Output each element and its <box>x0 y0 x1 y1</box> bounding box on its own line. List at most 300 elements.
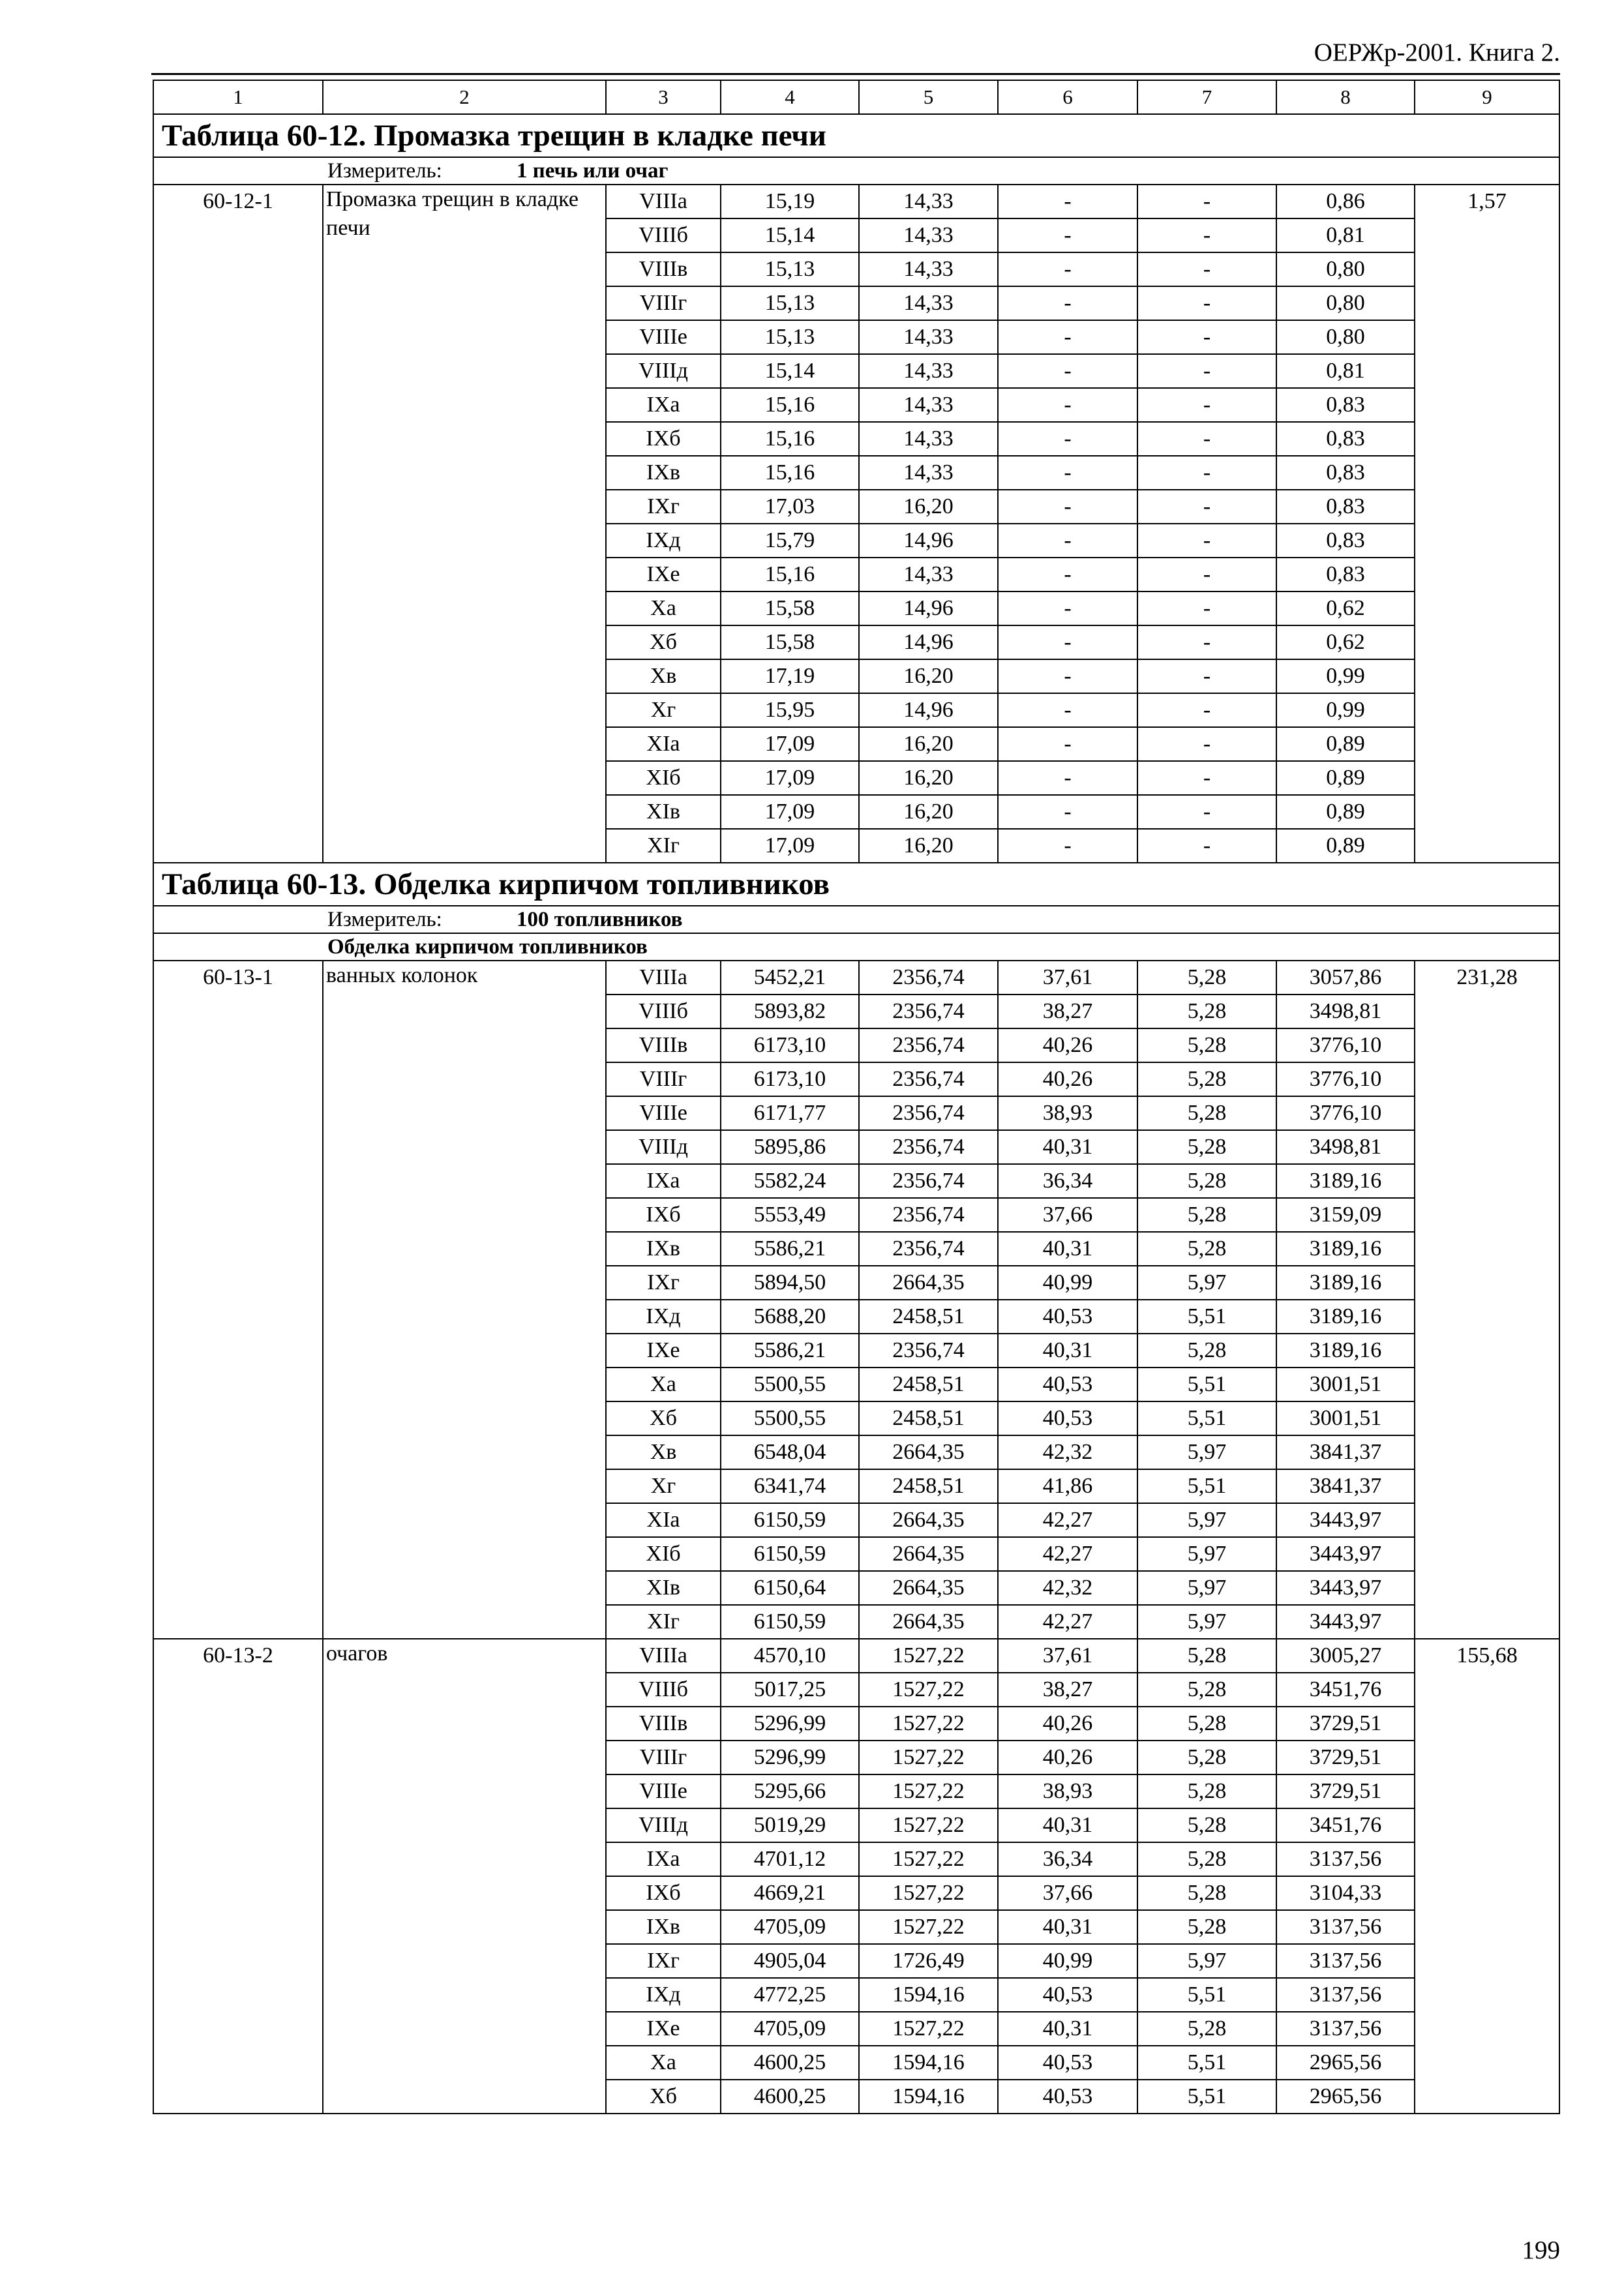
column-number: 6 <box>998 80 1137 114</box>
value-col6: 40,99 <box>998 1944 1137 1978</box>
value-col6: - <box>998 795 1137 829</box>
value-col4: 15,19 <box>721 185 859 218</box>
zone-cell: VIIIв <box>606 252 721 286</box>
value-col8: 0,99 <box>1276 693 1415 727</box>
value-col6: - <box>998 761 1137 795</box>
value-col8: 0,89 <box>1276 761 1415 795</box>
value-col8: 0,83 <box>1276 388 1415 422</box>
value-col6: - <box>998 388 1137 422</box>
value-col8: 3498,81 <box>1276 1130 1415 1164</box>
value-col7: 5,28 <box>1137 1334 1276 1368</box>
value-col7: 5,28 <box>1137 995 1276 1028</box>
table-title-row <box>153 114 1559 157</box>
value-col4: 5553,49 <box>721 1198 859 1232</box>
value-col5: 1527,22 <box>859 1707 998 1741</box>
value-col8: 3729,51 <box>1276 1774 1415 1808</box>
value-col6: - <box>998 558 1137 591</box>
value-col8: 3137,56 <box>1276 1978 1415 2012</box>
value-col8: 0,80 <box>1276 252 1415 286</box>
value-col8: 0,81 <box>1276 354 1415 388</box>
value-col5: 1527,22 <box>859 1910 998 1944</box>
value-col5: 2664,35 <box>859 1503 998 1537</box>
value-col4: 5017,25 <box>721 1673 859 1707</box>
value-col6: - <box>998 422 1137 456</box>
value-col6: - <box>998 524 1137 558</box>
table-title: Таблица 60-12. Промазка трещин в кладке печи <box>153 114 1559 157</box>
value-col7: 5,28 <box>1137 1842 1276 1876</box>
measure-value: 100 топливников <box>517 908 683 931</box>
value-col4: 6548,04 <box>721 1435 859 1469</box>
value-col8: 0,89 <box>1276 795 1415 829</box>
value-col7: - <box>1137 829 1276 863</box>
zone-cell: VIIIб <box>606 218 721 252</box>
zone-cell: Xг <box>606 1469 721 1503</box>
zone-cell: VIIIб <box>606 995 721 1028</box>
table-row <box>153 961 1559 995</box>
value-col6: 40,53 <box>998 1401 1137 1435</box>
value-col4: 4600,25 <box>721 2080 859 2114</box>
value-col6: - <box>998 320 1137 354</box>
value-col4: 15,13 <box>721 252 859 286</box>
value-col6: - <box>998 659 1137 693</box>
value-col4: 4570,10 <box>721 1639 859 1673</box>
value-col6: 37,66 <box>998 1198 1137 1232</box>
zone-cell: IXб <box>606 1876 721 1910</box>
value-col4: 17,19 <box>721 659 859 693</box>
value-col5: 2664,35 <box>859 1605 998 1639</box>
value-col5: 2356,74 <box>859 1334 998 1368</box>
value-col5: 2356,74 <box>859 1062 998 1096</box>
zone-cell: VIIIе <box>606 1096 721 1130</box>
zone-cell: VIIIд <box>606 354 721 388</box>
zone-cell: IXе <box>606 1334 721 1368</box>
value-col4: 5582,24 <box>721 1164 859 1198</box>
value-col6: 41,86 <box>998 1469 1137 1503</box>
column-number: 9 <box>1415 80 1559 114</box>
value-col8: 3137,56 <box>1276 1944 1415 1978</box>
value-col8: 3159,09 <box>1276 1198 1415 1232</box>
value-col7: 5,28 <box>1137 961 1276 995</box>
value-col7: 5,28 <box>1137 1741 1276 1774</box>
zone-cell: VIIIв <box>606 1707 721 1741</box>
value-col7: - <box>1137 185 1276 218</box>
zone-cell: IXд <box>606 1300 721 1334</box>
zone-cell: IXг <box>606 1944 721 1978</box>
value-col6: 40,53 <box>998 1368 1137 1401</box>
value-col8: 3443,97 <box>1276 1537 1415 1571</box>
value-col4: 5894,50 <box>721 1266 859 1300</box>
value-col4: 6341,74 <box>721 1469 859 1503</box>
value-col7: 5,28 <box>1137 1774 1276 1808</box>
value-col7: - <box>1137 218 1276 252</box>
value-col7: - <box>1137 422 1276 456</box>
value-col4: 5688,20 <box>721 1300 859 1334</box>
value-col8: 2965,56 <box>1276 2046 1415 2080</box>
value-col6: 40,53 <box>998 2080 1137 2114</box>
value-col5: 1527,22 <box>859 1673 998 1707</box>
zone-cell: VIIIa <box>606 1639 721 1673</box>
value-col7: 5,51 <box>1137 1368 1276 1401</box>
value-col7: 5,51 <box>1137 2046 1276 2080</box>
value-col4: 4905,04 <box>721 1944 859 1978</box>
value-col4: 15,58 <box>721 591 859 625</box>
value-col4: 5296,99 <box>721 1707 859 1741</box>
zone-cell: IXв <box>606 1910 721 1944</box>
zone-cell: XIг <box>606 1605 721 1639</box>
value-col8: 3001,51 <box>1276 1368 1415 1401</box>
column-number: 3 <box>606 80 721 114</box>
value-col5: 2356,74 <box>859 1096 998 1130</box>
value-col4: 15,79 <box>721 524 859 558</box>
value-col6: - <box>998 218 1137 252</box>
value-col4: 6150,64 <box>721 1571 859 1605</box>
zone-cell: XIб <box>606 1537 721 1571</box>
value-col5: 2458,51 <box>859 1300 998 1334</box>
value-col5: 1594,16 <box>859 1978 998 2012</box>
subtitle-cell <box>153 933 1559 961</box>
value-col8: 3189,16 <box>1276 1266 1415 1300</box>
value-col6: 40,31 <box>998 1910 1137 1944</box>
zone-cell: VIIIa <box>606 185 721 218</box>
value-col8: 3729,51 <box>1276 1741 1415 1774</box>
value-col6: 37,66 <box>998 1876 1137 1910</box>
value-col4: 15,58 <box>721 625 859 659</box>
zone-cell: IXб <box>606 422 721 456</box>
value-col7: 5,51 <box>1137 2080 1276 2114</box>
value-col6: 38,93 <box>998 1774 1137 1808</box>
zone-cell: VIIIе <box>606 320 721 354</box>
value-col5: 2458,51 <box>859 1469 998 1503</box>
value-col7: - <box>1137 659 1276 693</box>
value-col8: 3005,27 <box>1276 1639 1415 1673</box>
column-number: 2 <box>323 80 606 114</box>
value-col7: 5,28 <box>1137 1910 1276 1944</box>
zone-cell: IXе <box>606 2012 721 2046</box>
value-col6: - <box>998 625 1137 659</box>
value-col6: 38,93 <box>998 1096 1137 1130</box>
zone-cell: Xб <box>606 1401 721 1435</box>
measure-label: Измеритель: <box>327 908 442 931</box>
value-col7: - <box>1137 524 1276 558</box>
zone-cell: XIб <box>606 761 721 795</box>
value-col4: 15,16 <box>721 422 859 456</box>
value-col8: 0,62 <box>1276 625 1415 659</box>
value-col6: - <box>998 829 1137 863</box>
value-col7: 5,51 <box>1137 1401 1276 1435</box>
value-col5: 16,20 <box>859 659 998 693</box>
value-col6: 36,34 <box>998 1842 1137 1876</box>
value-col4: 5895,86 <box>721 1130 859 1164</box>
rates-table <box>153 80 1560 2114</box>
value-col4: 5500,55 <box>721 1401 859 1435</box>
value-col7: 5,28 <box>1137 1808 1276 1842</box>
subtitle: Обделка кирпичом топливников <box>327 935 648 959</box>
value-col5: 14,33 <box>859 354 998 388</box>
measure-value: 1 печь или очаг <box>517 159 669 183</box>
value-col7: 5,28 <box>1137 1164 1276 1198</box>
value-col5: 2356,74 <box>859 1130 998 1164</box>
value-col7: - <box>1137 354 1276 388</box>
value-col6: 40,26 <box>998 1028 1137 1062</box>
zone-cell: IXб <box>606 1198 721 1232</box>
value-col8: 3498,81 <box>1276 995 1415 1028</box>
value-col7: 5,97 <box>1137 1571 1276 1605</box>
value-col7: - <box>1137 286 1276 320</box>
value-col4: 15,16 <box>721 456 859 490</box>
value-col6: - <box>998 286 1137 320</box>
value-col6: - <box>998 456 1137 490</box>
value-col5: 16,20 <box>859 490 998 524</box>
value-col5: 14,96 <box>859 693 998 727</box>
zone-cell: VIIIг <box>606 1062 721 1096</box>
value-col4: 6173,10 <box>721 1062 859 1096</box>
zone-cell: IXa <box>606 1842 721 1876</box>
value-col8: 0,80 <box>1276 320 1415 354</box>
zone-cell: IXд <box>606 1978 721 2012</box>
zone-cell: XIa <box>606 1503 721 1537</box>
value-col7: 5,28 <box>1137 1130 1276 1164</box>
value-col8: 3776,10 <box>1276 1096 1415 1130</box>
value-col8: 3189,16 <box>1276 1164 1415 1198</box>
value-col4: 15,16 <box>721 388 859 422</box>
value-col8: 0,62 <box>1276 591 1415 625</box>
zone-cell: VIIIa <box>606 961 721 995</box>
value-col5: 2356,74 <box>859 1198 998 1232</box>
value-col4: 6150,59 <box>721 1503 859 1537</box>
value-col5: 2458,51 <box>859 1368 998 1401</box>
value-col5: 14,96 <box>859 524 998 558</box>
zone-cell: Xa <box>606 1368 721 1401</box>
value-col5: 14,33 <box>859 320 998 354</box>
value-col4: 15,95 <box>721 693 859 727</box>
value-col8: 0,86 <box>1276 185 1415 218</box>
value-col5: 2356,74 <box>859 1028 998 1062</box>
value-col8: 0,81 <box>1276 218 1415 252</box>
value-col5: 2356,74 <box>859 961 998 995</box>
zone-cell: XIa <box>606 727 721 761</box>
value-col4: 5452,21 <box>721 961 859 995</box>
value-col7: - <box>1137 252 1276 286</box>
column-number: 1 <box>153 80 323 114</box>
value-col8: 3776,10 <box>1276 1062 1415 1096</box>
value-col6: - <box>998 490 1137 524</box>
value-col6: 40,53 <box>998 2046 1137 2080</box>
value-col8: 3104,33 <box>1276 1876 1415 1910</box>
value-col5: 2664,35 <box>859 1435 998 1469</box>
value-col5: 1527,22 <box>859 1842 998 1876</box>
name-cell: очагов <box>323 1639 606 2114</box>
value-col5: 14,33 <box>859 558 998 591</box>
value-col6: 40,31 <box>998 1334 1137 1368</box>
column-number-row <box>153 80 1559 114</box>
value-col4: 6171,77 <box>721 1096 859 1130</box>
name-cell: Промазка трещин в кладке печи <box>323 185 606 863</box>
value-col8: 3841,37 <box>1276 1435 1415 1469</box>
value-col7: - <box>1137 388 1276 422</box>
value-col6: 40,26 <box>998 1707 1137 1741</box>
code-cell: 60-13-2 <box>153 1639 323 2114</box>
value-col5: 14,33 <box>859 286 998 320</box>
subtitle-row <box>153 933 1559 961</box>
value-col5: 1527,22 <box>859 1876 998 1910</box>
value-col8: 0,83 <box>1276 558 1415 591</box>
zone-cell: VIIIд <box>606 1808 721 1842</box>
value-col8: 0,80 <box>1276 286 1415 320</box>
zone-cell: VIIIд <box>606 1130 721 1164</box>
value-col5: 1594,16 <box>859 2080 998 2114</box>
value-col8: 3137,56 <box>1276 2012 1415 2046</box>
zone-cell: IXг <box>606 490 721 524</box>
value-col6: 37,61 <box>998 961 1137 995</box>
value-col7: 5,28 <box>1137 1673 1276 1707</box>
value-col4: 6150,59 <box>721 1605 859 1639</box>
value-col6: 40,26 <box>998 1741 1137 1774</box>
value-col8: 3841,37 <box>1276 1469 1415 1503</box>
value-col6: - <box>998 354 1137 388</box>
value-col4: 17,09 <box>721 761 859 795</box>
name-cell: ванных колонок <box>323 961 606 1639</box>
value-col4: 4705,09 <box>721 2012 859 2046</box>
value-col5: 16,20 <box>859 761 998 795</box>
value-col7: - <box>1137 727 1276 761</box>
value-col5: 1527,22 <box>859 1741 998 1774</box>
zone-cell: Xa <box>606 2046 721 2080</box>
value-col8: 0,99 <box>1276 659 1415 693</box>
value-col6: 40,53 <box>998 1978 1137 2012</box>
value-col4: 4772,25 <box>721 1978 859 2012</box>
zone-cell: XIг <box>606 829 721 863</box>
value-col4: 15,14 <box>721 354 859 388</box>
value-col7: - <box>1137 693 1276 727</box>
value-col8: 3001,51 <box>1276 1401 1415 1435</box>
value-col4: 17,03 <box>721 490 859 524</box>
value-col7: - <box>1137 795 1276 829</box>
value-col8: 3729,51 <box>1276 1707 1415 1741</box>
col9-cell: 231,28 <box>1415 961 1559 1639</box>
page-number: 199 <box>1522 2236 1560 2264</box>
value-col5: 1594,16 <box>859 2046 998 2080</box>
value-col7: 5,97 <box>1137 1605 1276 1639</box>
value-col7: 5,97 <box>1137 1944 1276 1978</box>
value-col7: 5,28 <box>1137 1639 1276 1673</box>
value-col8: 0,89 <box>1276 727 1415 761</box>
zone-cell: Xб <box>606 625 721 659</box>
column-number: 4 <box>721 80 859 114</box>
code-cell: 60-12-1 <box>153 185 323 863</box>
value-col7: - <box>1137 320 1276 354</box>
value-col8: 2965,56 <box>1276 2080 1415 2114</box>
value-col5: 1527,22 <box>859 1774 998 1808</box>
value-col6: 40,31 <box>998 1808 1137 1842</box>
measure-row <box>153 157 1559 185</box>
header-rule <box>151 73 1560 75</box>
value-col8: 3137,56 <box>1276 1910 1415 1944</box>
value-col8: 0,83 <box>1276 524 1415 558</box>
value-col6: 42,27 <box>998 1503 1137 1537</box>
value-col7: 5,28 <box>1137 1232 1276 1266</box>
value-col8: 0,89 <box>1276 829 1415 863</box>
value-col5: 16,20 <box>859 795 998 829</box>
value-col4: 17,09 <box>721 727 859 761</box>
value-col7: 5,28 <box>1137 1198 1276 1232</box>
value-col8: 3451,76 <box>1276 1808 1415 1842</box>
value-col8: 3443,97 <box>1276 1605 1415 1639</box>
value-col7: 5,28 <box>1137 1062 1276 1096</box>
measure-cell <box>153 157 1559 185</box>
value-col4: 4701,12 <box>721 1842 859 1876</box>
value-col6: - <box>998 252 1137 286</box>
value-col5: 2664,35 <box>859 1266 998 1300</box>
measure-label: Измеритель: <box>327 159 442 183</box>
value-col6: - <box>998 591 1137 625</box>
value-col5: 16,20 <box>859 727 998 761</box>
value-col6: 40,53 <box>998 1300 1137 1334</box>
value-col4: 6173,10 <box>721 1028 859 1062</box>
value-col5: 14,96 <box>859 591 998 625</box>
value-col7: 5,28 <box>1137 1028 1276 1062</box>
value-col7: - <box>1137 625 1276 659</box>
value-col6: - <box>998 185 1137 218</box>
value-col8: 3057,86 <box>1276 961 1415 995</box>
value-col4: 5500,55 <box>721 1368 859 1401</box>
table-title-row <box>153 863 1559 906</box>
value-col6: 40,31 <box>998 1130 1137 1164</box>
value-col7: - <box>1137 490 1276 524</box>
value-col4: 5893,82 <box>721 995 859 1028</box>
value-col5: 16,20 <box>859 829 998 863</box>
value-col6: 42,27 <box>998 1605 1137 1639</box>
value-col6: 42,32 <box>998 1571 1137 1605</box>
value-col7: 5,97 <box>1137 1503 1276 1537</box>
value-col5: 2458,51 <box>859 1401 998 1435</box>
value-col7: 5,97 <box>1137 1435 1276 1469</box>
value-col8: 0,83 <box>1276 490 1415 524</box>
value-col5: 2664,35 <box>859 1537 998 1571</box>
value-col6: 40,99 <box>998 1266 1137 1300</box>
value-col8: 3443,97 <box>1276 1503 1415 1537</box>
value-col6: 40,31 <box>998 1232 1137 1266</box>
value-col4: 4669,21 <box>721 1876 859 1910</box>
col9-cell: 155,68 <box>1415 1639 1559 2114</box>
column-number: 7 <box>1137 80 1276 114</box>
value-col6: - <box>998 727 1137 761</box>
value-col4: 4705,09 <box>721 1910 859 1944</box>
value-col8: 0,83 <box>1276 422 1415 456</box>
code-cell: 60-13-1 <box>153 961 323 1639</box>
zone-cell: IXa <box>606 1164 721 1198</box>
value-col4: 15,14 <box>721 218 859 252</box>
value-col5: 14,33 <box>859 185 998 218</box>
value-col4: 15,16 <box>721 558 859 591</box>
zone-cell: Xв <box>606 1435 721 1469</box>
value-col5: 1527,22 <box>859 2012 998 2046</box>
value-col6: 42,27 <box>998 1537 1137 1571</box>
value-col7: 5,51 <box>1137 1978 1276 2012</box>
value-col5: 14,33 <box>859 422 998 456</box>
value-col6: 36,34 <box>998 1164 1137 1198</box>
column-number: 8 <box>1276 80 1415 114</box>
value-col8: 3451,76 <box>1276 1673 1415 1707</box>
running-header: ОЕРЖр-2001. Книга 2. <box>1314 38 1560 67</box>
value-col7: - <box>1137 761 1276 795</box>
zone-cell: VIIIг <box>606 1741 721 1774</box>
zone-cell: Xб <box>606 2080 721 2114</box>
value-col5: 2356,74 <box>859 1232 998 1266</box>
value-col5: 1527,22 <box>859 1808 998 1842</box>
value-col7: - <box>1137 591 1276 625</box>
value-col7: 5,28 <box>1137 2012 1276 2046</box>
value-col5: 14,33 <box>859 252 998 286</box>
